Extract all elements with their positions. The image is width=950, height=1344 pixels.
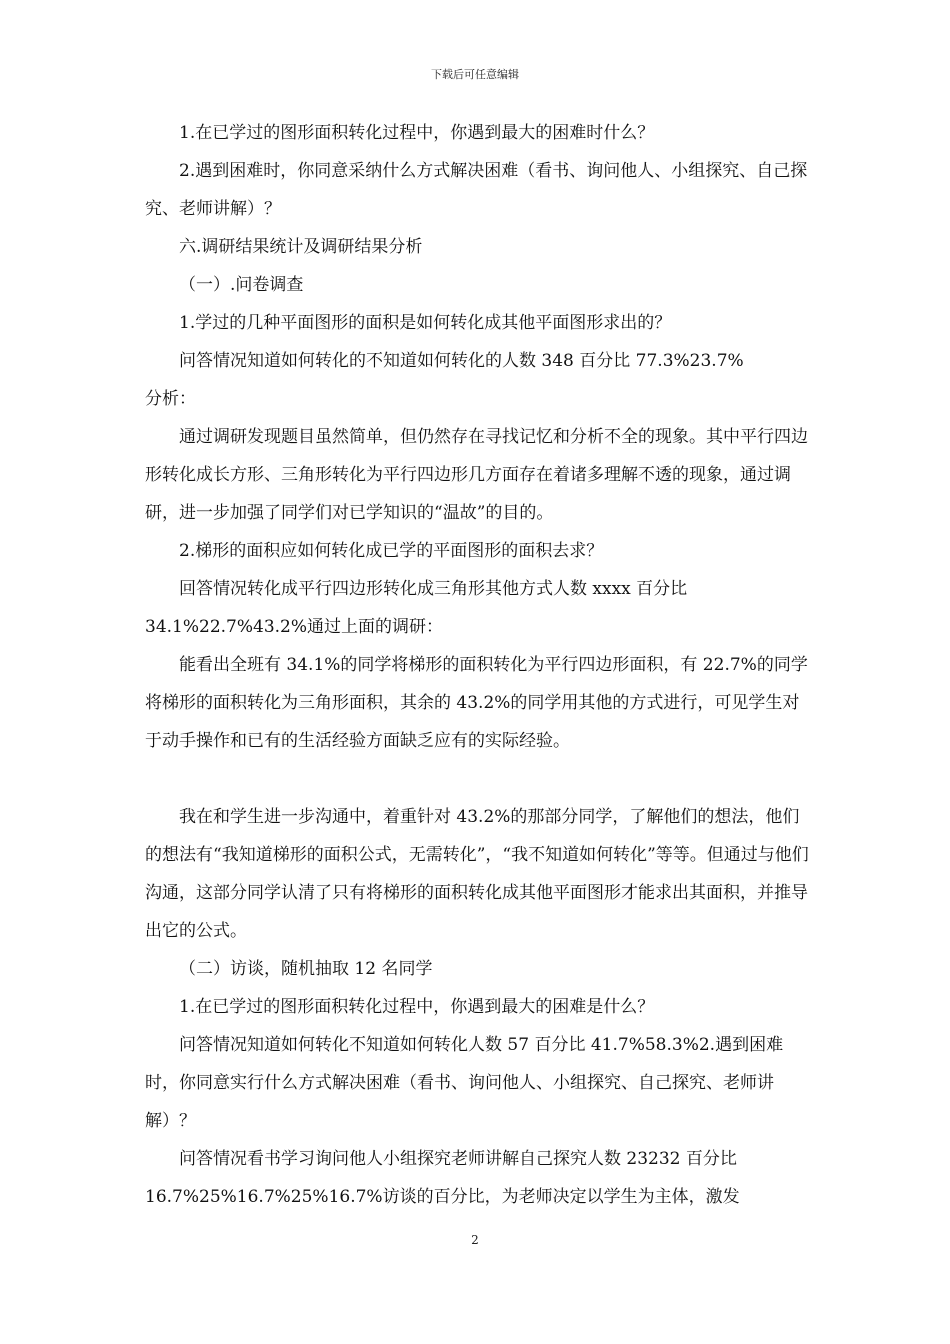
paragraph: 问答情况看书学习询问他人小组探究老师讲解自己探究人数 23232 百分比 16.7%25%16.7%25%16.7%访谈的百分比，为老师决定以学生为主体，激发	[145, 1149, 740, 1207]
subsection-heading: （二）访谈，随机抽取 12 名同学	[179, 959, 433, 979]
subsection-heading: （一）.问卷调查	[179, 275, 304, 295]
paragraph: 能看出全班有 34.1%的同学将梯形的面积转化为平行四边形面积，有 22.7%的同学将梯形的面积转化为三角形面积，其余的 43.2%的同学用其他的方式进行，可见学生对于动手操作和已有的生活经验方面缺乏应有的实际经验。	[145, 655, 808, 751]
paragraph: 问答情况知道如何转化不知道如何转化人数 57 百分比 41.7%58.3%2.遇到困难时，你同意实行什么方式解决困难（看书、询问他人、小组探究、自己探究、老师讲解）？	[145, 1035, 784, 1131]
page-header: 下载后可任意编辑	[431, 68, 519, 81]
question: 2.梯形的面积应如何转化成已学的平面图形的面积去求？	[179, 541, 604, 561]
paragraph: 我在和学生进一步沟通中，着重针对 43.2%的那部分同学，了解他们的想法，他们的想法有“我知道梯形的面积公式，无需转化”，“我不知道如何转化”等等。但通过与他们沟通，这部分同学认清了只有将梯形的面积转化成其他平面图形才能求出其面积，并推导出它的公式。	[145, 807, 809, 941]
paragraph: 回答情况转化成平行四边形转化成三角形其他方式人数 xxxx 百分比	[179, 579, 688, 599]
paragraph: 问答情况知道如何转化的不知道如何转化的人数 348 百分比 77.3%23.7%	[179, 351, 744, 371]
paragraph: 分析：	[145, 389, 196, 409]
paragraph: 通过调研发现题目虽然简单，但仍然存在寻找记忆和分析不全的现象。其中平行四边形转化成长方形、三角形转化为平行四边形几方面存在着诸多理解不透的现象，通过调研，进一步加强了同学们对已学知识的“温故”的目的。	[145, 427, 808, 523]
paragraph: 34.1%22.7%43.2%通过上面的调研：	[145, 617, 444, 637]
document-body	[145, 114, 810, 1216]
section-heading: 六.调研结果统计及调研结果分析	[179, 237, 423, 257]
paragraph: 1.在已学过的图形面积转化过程中，你遇到最大的困难时什么？	[179, 123, 655, 143]
blank-line	[145, 760, 810, 798]
paragraph: 2.遇到困难时，你同意采纳什么方式解决困难（看书、询问他人、小组探究、自己探究、老师讲解）？	[145, 161, 808, 219]
question: 1.学过的几种平面图形的面积是如何转化成其他平面图形求出的？	[179, 313, 672, 333]
page-number: 2	[471, 1233, 479, 1247]
question: 1.在已学过的图形面积转化过程中，你遇到最大的困难是什么？	[179, 997, 655, 1017]
